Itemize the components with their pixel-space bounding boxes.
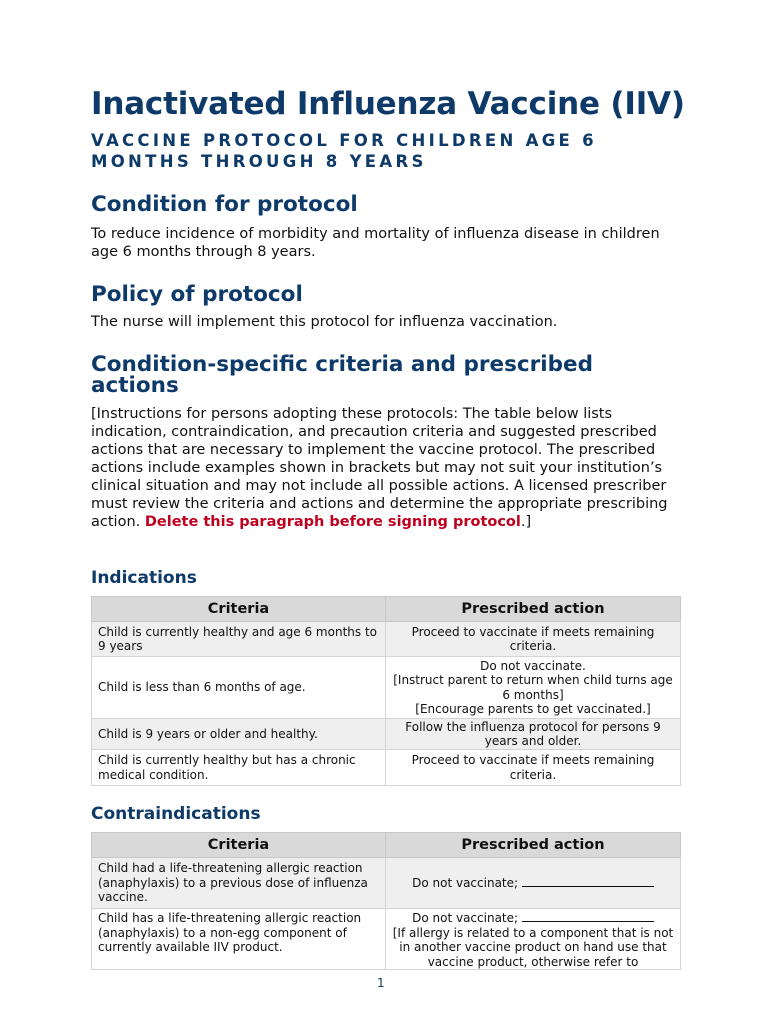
action-line: Do not vaccinate. <box>480 658 586 673</box>
action-line: [Encourage parents to get vaccinated.] <box>415 702 651 716</box>
action-cell <box>386 858 681 909</box>
action-line <box>392 910 674 926</box>
action-text: Do not vaccinate; <box>412 876 519 891</box>
policy-heading: Policy of protocol <box>91 282 303 307</box>
document-subtitle: VACCINE PROTOCOL FOR CHILDREN AGE 6 MONTHS THROUGH 8 YEARS <box>91 131 597 171</box>
criteria-cell: Child has a life-threatening allergic reaction (anaphylaxis) to a non-egg component of currently available IIV product. <box>92 909 386 970</box>
action-cell: Follow the influenza protocol for persons 9 years and older. <box>386 719 681 750</box>
instructions-end: .] <box>520 514 532 530</box>
policy-text: The nurse will implement this protocol for influenza vaccination. <box>91 314 558 330</box>
criteria-cell: Child is 9 years or older and healthy. <box>92 719 386 750</box>
action-line: [Instruct parent to return when child turns age 6 months] <box>393 673 673 702</box>
criteria-cell: Child had a life-threatening allergic reaction (anaphylaxis) to a previous dose of influenza vaccine. <box>92 858 386 909</box>
criteria-cell: Child is less than 6 months of age. <box>92 657 386 719</box>
indications-table <box>91 596 681 786</box>
action-cell: Proceed to vaccinate if meets remaining criteria. <box>386 622 681 657</box>
action-column-header: Prescribed action <box>386 833 681 858</box>
contraindications-heading: Contraindications <box>91 804 261 824</box>
criteria-heading: Condition-specific criteria and prescribed actions <box>91 352 593 398</box>
table-header-row <box>92 833 681 858</box>
table-row <box>92 719 681 750</box>
action-cell <box>386 657 681 719</box>
table-header-row <box>92 597 681 622</box>
condition-text: To reduce incidence of morbidity and mortality of influenza disease in children age 6 months through 8 years. <box>91 226 660 260</box>
action-line: [If allergy is related to a component that is not in another vaccine product on hand use that vaccine product, otherwise refer to <box>392 925 674 969</box>
action-column-header: Prescribed action <box>386 597 681 622</box>
action-cell <box>386 909 681 970</box>
table-row <box>92 909 681 970</box>
contraindications-table <box>91 832 681 970</box>
document-title: Inactivated Influenza Vaccine (IIV) <box>91 86 685 122</box>
delete-note: Delete this paragraph before signing protocol <box>144 514 521 530</box>
table-row <box>92 750 681 786</box>
fill-in-blank <box>522 910 654 922</box>
fill-in-blank <box>522 875 654 887</box>
table-row <box>92 622 681 657</box>
table-row <box>92 858 681 909</box>
criteria-cell: Child is currently healthy but has a chronic medical condition. <box>92 750 386 786</box>
page-number: 1 <box>377 976 385 990</box>
criteria-column-header: Criteria <box>92 597 386 622</box>
table-row <box>92 657 681 719</box>
action-text: Do not vaccinate; <box>412 911 519 925</box>
criteria-column-header: Criteria <box>92 833 386 858</box>
indications-heading: Indications <box>91 568 197 588</box>
criteria-cell: Child is currently healthy and age 6 months to 9 years <box>92 622 386 657</box>
condition-heading: Condition for protocol <box>91 192 358 217</box>
criteria-instructions <box>91 405 691 531</box>
instructions-text: [Instructions for persons adopting these protocols: The table below lists indication, contraindication, and precaution criteria and suggested prescribed actions that are necessary to implement the vaccine protocol. The prescribed actions include examples shown in brackets but may not suit your institution’s clinical situation and may not include all possible actions. A licensed prescriber must review the criteria and actions and determine the appropriate prescribing action. <box>91 406 668 530</box>
action-cell: Proceed to vaccinate if meets remaining criteria. <box>386 750 681 786</box>
